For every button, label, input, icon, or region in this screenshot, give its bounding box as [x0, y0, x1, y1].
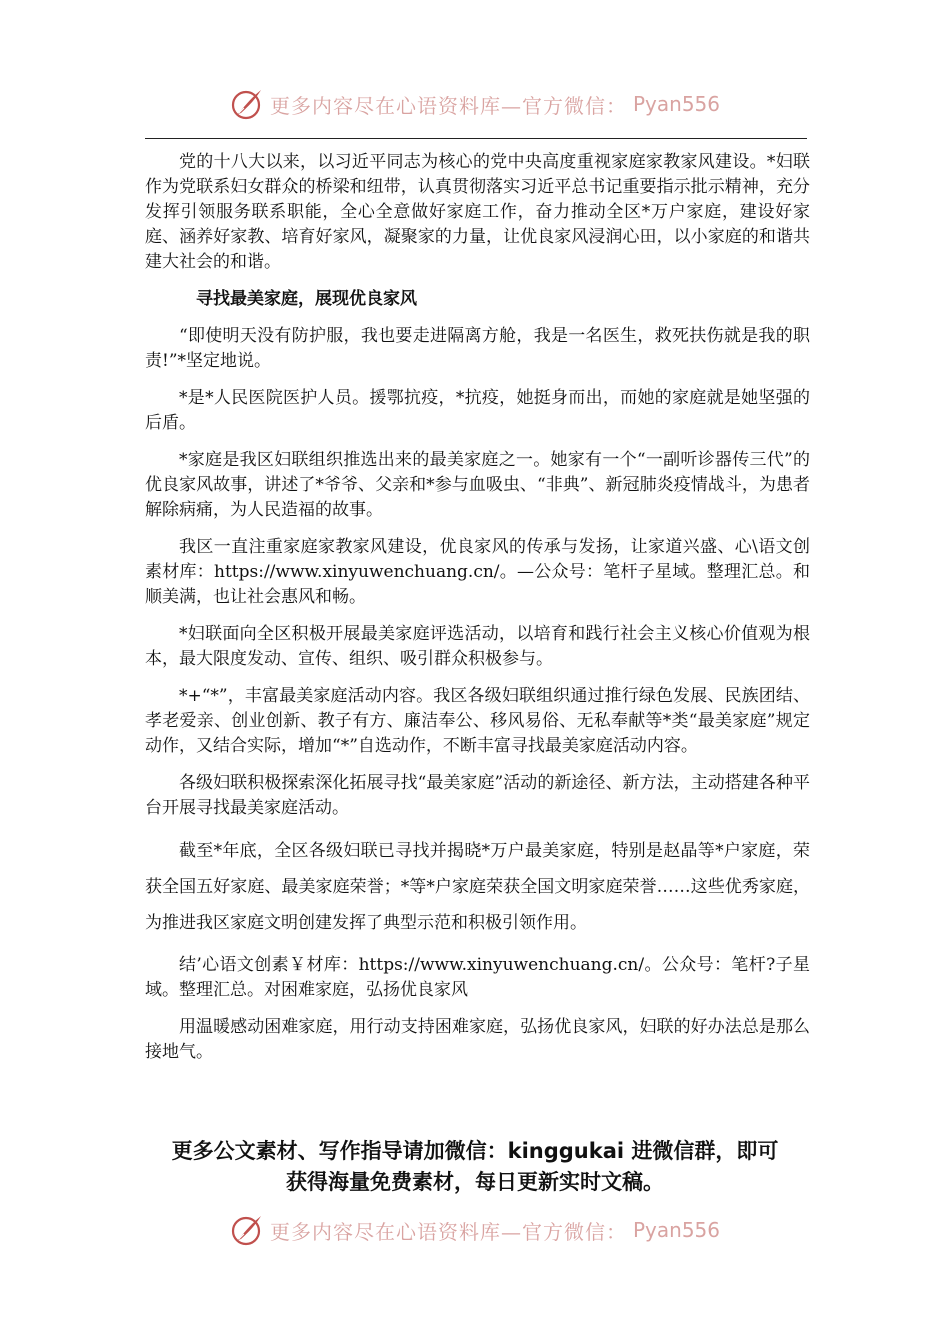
header-wechat-id: Pyan556: [632, 92, 720, 116]
paragraph-doctor: *是*人民医院医护人员。援鄂抗疫，*抗疫，她挺身而出，而她的家庭就是她坚强的后盾。: [145, 388, 810, 433]
header-banner: [0, 84, 950, 124]
article-body: [145, 150, 810, 1077]
paragraph-family-building: 我区一直注重家庭家教家风建设，优良家风的传承与发扬，让家道兴盛、心\语文创素材库：https://www.xinyuwenchuang.cn/。—公众号：笔杆子星域。整理汇总。和顺美满，也让社会惠风和畅。: [145, 537, 810, 607]
paragraph-family-story: *家庭是我区妇联组织推选出来的最美家庭之一。她家有一个“一副听诊器传三代”的优良家风故事，讲述了*爷爷、父亲和*参与血吸虫、“非典”、新冠肺炎疫情战斗，为患者解除病痛，为人民造福的故事。: [145, 450, 810, 520]
quill-pen-icon: [230, 87, 264, 121]
header-brand-text: 更多内容尽在心语资料库—官方微信：: [269, 93, 627, 118]
promo-line-1: 更多公文素材、写作指导请加微信：kinggukai 进微信群，即可: [171, 1139, 779, 1163]
paragraph-intro: 党的十八大以来，以习近平同志为核心的党中央高度重视家庭家教家风建设。*妇联作为党联系妇女群众的桥梁和纽带，认真贯彻落实习近平总书记重要指示批示精神，充分发挥引领服务联系职能，全心全意做好家庭工作，奋力推动全区*万户家庭，建设好家庭、涵养好家教、培育好家风，凝聚家的力量，让优良家风浸润心田，以小家庭的和谐共建大社会的和谐。: [145, 152, 810, 272]
paragraph-new-methods: 各级妇联积极探索深化拓展寻找“最美家庭”活动的新途径、新方法，主动搭建各种平台开展寻找最美家庭活动。: [145, 773, 810, 818]
footer-wechat-id: Pyan556: [632, 1218, 720, 1242]
paragraph-closing: 用温暖感动困难家庭，用行动支持困难家庭，弘扬优良家风，妇联的好办法总是那么接地气。: [145, 1017, 810, 1062]
footer-brand-text: 更多内容尽在心语资料库—官方微信：: [269, 1219, 627, 1244]
paragraph-difficult-families: 结’心语文创素￥材库：https://www.xinyuwenchuang.cn/。公众号：笔杆?子星域。整理汇总。对困难家庭，弘扬优良家风: [145, 955, 810, 1000]
paragraph-selection: *妇联面向全区积极开展最美家庭评选活动，以培育和践行社会主义核心价值观为根本，最大限度发动、宣传、组织、吸引群众积极参与。: [145, 624, 810, 669]
promo-line-2: 获得海量免费素材，每日更新实时文稿。: [286, 1170, 664, 1194]
quill-pen-icon: [230, 1213, 264, 1247]
paragraph-quote: “即使明天没有防护服，我也要走进隔离方舱，我是一名医生，救死扶伤就是我的职责!”*坚定地说。: [145, 326, 810, 371]
paragraph-results: 截至*年底，全区各级妇联已寻找并揭晓*万户最美家庭，特别是赵晶等*户家庭，荣获全国五好家庭、最美家庭荣誉；*等*户家庭荣获全国文明家庭荣誉……这些优秀家庭，为推进我区家庭文明创建发挥了典型示范和积极引领作用。: [145, 841, 810, 933]
header-divider: [145, 138, 807, 139]
paragraph-activities: *+“*”，丰富最美家庭活动内容。我区各级妇联组织通过推行绿色发展、民族团结、孝老爱亲、创业创新、教子有方、廉洁奉公、移风易俗、无私奉献等*类“最美家庭”规定动作，又结合实际，增加“*”自选动作，不断丰富寻找最美家庭活动内容。: [145, 686, 810, 756]
section-heading: 寻找最美家庭，展现优良家风: [196, 289, 417, 309]
footer-banner: [0, 1210, 950, 1250]
promo-notice: [120, 1136, 830, 1198]
